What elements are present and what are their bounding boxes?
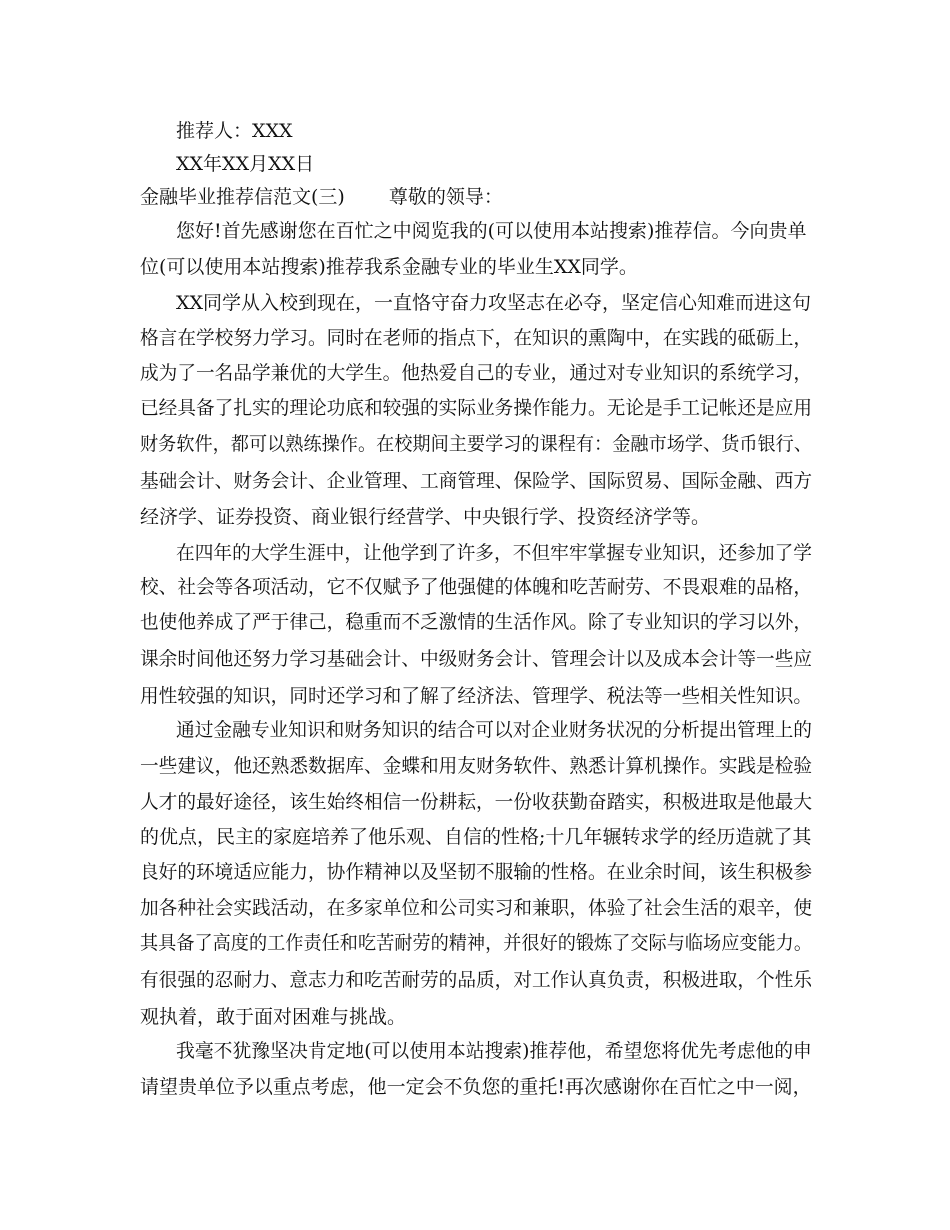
- recommender-line: 推荐人：XXX: [176, 120, 293, 142]
- letter-title: 金融毕业推荐信范文(三): [140, 186, 345, 208]
- body-line: 也使他养成了严于律己，稳重而不乏激情的生活作风。除了专业知识的学习以外，: [140, 611, 813, 633]
- body-line: 经济学、证券投资、商业银行经营学、中央银行学、投资经济学等。: [140, 506, 711, 528]
- body-line: 您好!首先感谢您在百忙之中阅览我的(可以使用本站搜索)推荐信。今向贵单: [176, 220, 807, 242]
- body-line: 在四年的大学生涯中，让他学到了许多，不但牢牢掌握专业知识，还参加了学: [176, 542, 813, 564]
- body-line: 我毫不犹豫坚决肯定地(可以使用本站搜索)推荐他，希望您将优先考虑他的申: [176, 1040, 812, 1062]
- body-line: XX同学从入校到现在，一直恪守奋力攻坚志在必夺，坚定信心知难而进这句: [176, 292, 812, 314]
- body-line: 用性较强的知识，同时还学习和了解了经济法、管理学、税法等一些相关性知识。: [140, 685, 813, 707]
- body-line: 校、社会等各项活动，它不仅赋予了他强健的体魄和吃苦耐劳、不畏艰难的品格，: [140, 576, 813, 598]
- body-line: 的优点，民主的家庭培养了他乐观、自信的性格;十几年辗转求学的经历造就了其: [140, 826, 812, 848]
- body-line: 已经具备了扎实的理论功底和较强的实际业务操作能力。无论是手工记帐还是应用: [140, 397, 813, 419]
- body-line: 人才的最好途径，该生始终相信一份耕耘，一份收获勤奋踏实，积极进取是他最大: [140, 791, 813, 813]
- body-line: 观执着，敢于面对困难与挑战。: [140, 1006, 407, 1028]
- body-line: 位(可以使用本站搜索)推荐我系金融专业的毕业生XX同学。: [140, 256, 638, 278]
- body-line: 加各种社会实践活动，在多家单位和公司实习和兼职，体验了社会生活的艰辛，使: [140, 897, 813, 919]
- body-line: 请望贵单位予以重点考虑，他一定会不负您的重托!再次感谢你在百忙之中一阅，: [140, 1076, 812, 1098]
- body-line: 良好的环境适应能力，协作精神以及坚韧不服输的性格。在业余时间，该生积极参: [140, 861, 813, 883]
- body-line: 基础会计、财务会计、企业管理、工商管理、保险学、国际贸易、国际金融、西方: [140, 470, 813, 492]
- body-line: 其具备了高度的工作责任和吃苦耐劳的精神，并很好的锻炼了交际与临场应变能力。: [140, 932, 813, 954]
- body-line: 财务软件，都可以熟练操作。在校期间主要学习的课程有：金融市场学、货币银行、: [140, 433, 813, 455]
- salutation: 尊敬的领导：: [388, 186, 503, 208]
- body-line: 通过金融专业知识和财务知识的结合可以对企业财务状况的分析提出管理上的: [176, 719, 813, 741]
- body-line: 课余时间他还努力学习基础会计、中级财务会计、管理会计以及成本会计等一些应: [140, 648, 813, 670]
- body-line: 格言在学校努力学习。同时在老师的指点下，在知识的熏陶中，在实践的砥砺上，: [140, 327, 813, 349]
- body-line: 一些建议，他还熟悉数据库、金蝶和用友财务软件、熟悉计算机操作。实践是检验: [140, 755, 813, 777]
- body-line: 成为了一名品学兼优的大学生。他热爱自己的专业，通过对专业知识的系统学习，: [140, 362, 813, 384]
- date-line: XX年XX月XX日: [176, 153, 315, 175]
- body-line: 有很强的忍耐力、意志力和吃苦耐劳的品质，对工作认真负责，积极进取，个性乐: [140, 969, 813, 991]
- title-line: [140, 183, 503, 211]
